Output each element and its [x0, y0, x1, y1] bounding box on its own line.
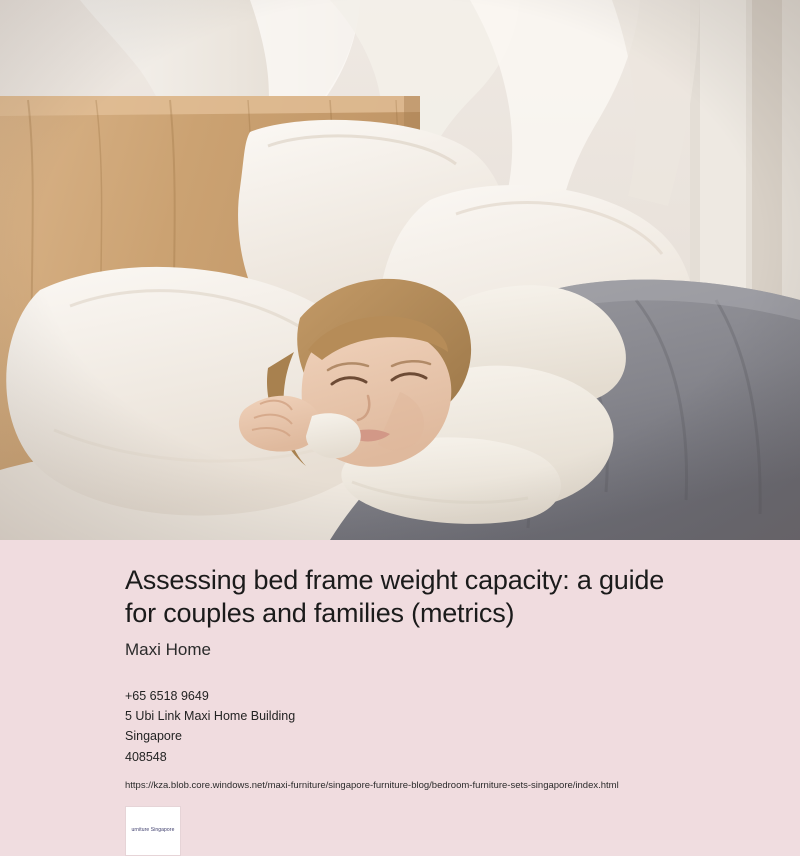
contact-phone[interactable]: +65 6518 9649	[125, 688, 209, 703]
contact-postal-code: 408548	[125, 749, 167, 764]
article-content	[0, 540, 800, 856]
contact-address-line1: 5 Ubi Link Maxi Home Building	[125, 709, 296, 724]
page-title: Assessing bed frame weight capacity: a guide for couples and families (metrics)	[125, 565, 665, 628]
brand-name: Maxi Home	[125, 639, 211, 659]
logo-text: urniture Singapore	[131, 827, 175, 834]
contact-address-line2: Singapore	[125, 729, 182, 744]
contact-block	[125, 686, 675, 792]
company-logo[interactable]	[125, 806, 181, 856]
source-url[interactable]: https://kza.blob.core.windows.net/maxi-furniture/singapore-furniture-blog/bedroom-furniture-sets-singapore/index.html	[125, 779, 619, 791]
